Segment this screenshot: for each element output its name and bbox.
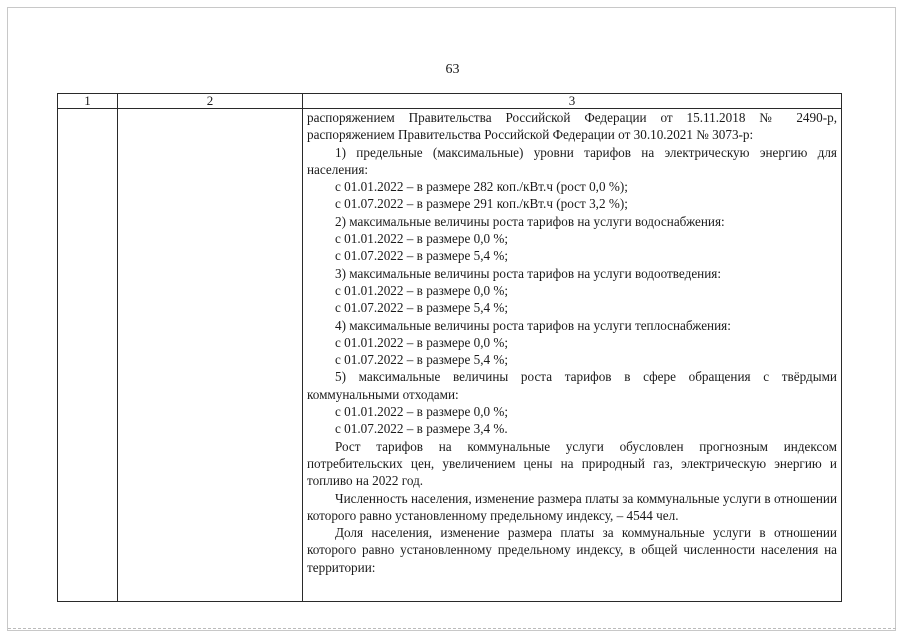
paragraph: с 01.01.2022 – в размере 0,0 %; <box>335 282 509 298</box>
paragraph: с 01.07.2022 – в размере 3,4 %. <box>335 421 508 437</box>
paragraph: 4) максимальные величины роста тарифов на услуги теплоснабжения: <box>335 317 731 333</box>
paragraph: с 01.07.2022 – в размере 5,4 %; <box>335 300 509 316</box>
paragraph: 2) максимальные величины роста тарифов на услуги водоснабжения: <box>335 213 725 229</box>
paragraph: Численность населения, изменение размера платы за коммунальные услуги в отношении которого равно установленному предельному индексу, – 4544 чел. <box>307 490 837 523</box>
paragraph: с 01.01.2022 – в размере 0,0 %; <box>335 404 509 420</box>
column-header-3: 3 <box>303 94 842 109</box>
page-bottom-edge <box>8 628 896 630</box>
paragraph: с 01.07.2022 – в размере 5,4 %; <box>335 352 509 368</box>
table-row <box>58 109 842 602</box>
paragraph: с 01.01.2022 – в размере 282 коп./кВт.ч (рост 0,0 %); <box>335 179 628 195</box>
cell-col-1 <box>58 109 118 602</box>
paragraph: с 01.07.2022 – в размере 5,4 %; <box>335 248 509 264</box>
paragraph: Доля населения, изменение размера платы за коммунальные услуги в отношении которого равно установленному предельному индексу, в общей численности населения на территории: <box>307 525 837 575</box>
document-table <box>57 93 842 602</box>
column-header-2: 2 <box>118 94 303 109</box>
paragraph: Рост тарифов на коммунальные услуги обусловлен прогнозным индексом потребительских цен, увеличением цены на природный газ, электрическую энергию и топливо на 2022 год. <box>307 438 837 489</box>
paragraph: с 01.07.2022 – в размере 291 коп./кВт.ч (рост 3,2 %); <box>335 196 628 212</box>
cell-col-3 <box>303 109 842 602</box>
paragraph: 1) предельные (максимальные) уровни тарифов на электрическую энергию для населения: <box>307 144 837 177</box>
paragraph: с 01.01.2022 – в размере 0,0 %; <box>335 334 509 350</box>
column-header-1: 1 <box>58 94 118 109</box>
header-row <box>58 94 842 109</box>
paragraph: 5) максимальные величины роста тарифов в сфере обращения с твёрдыми коммунальными отходами: <box>307 369 837 402</box>
paragraph: распоряжением Правительства Российской Федерации от 15.11.2018 № 2490-р, распоряжением Правительства Российской Федерации от 30.10.2021 № 3073-р: <box>307 110 837 143</box>
page-number: 63 <box>445 62 460 77</box>
cell-col-2 <box>118 109 303 602</box>
paragraph: 3) максимальные величины роста тарифов на услуги водоотведения: <box>335 265 722 281</box>
paragraph: с 01.01.2022 – в размере 0,0 %; <box>335 231 509 247</box>
